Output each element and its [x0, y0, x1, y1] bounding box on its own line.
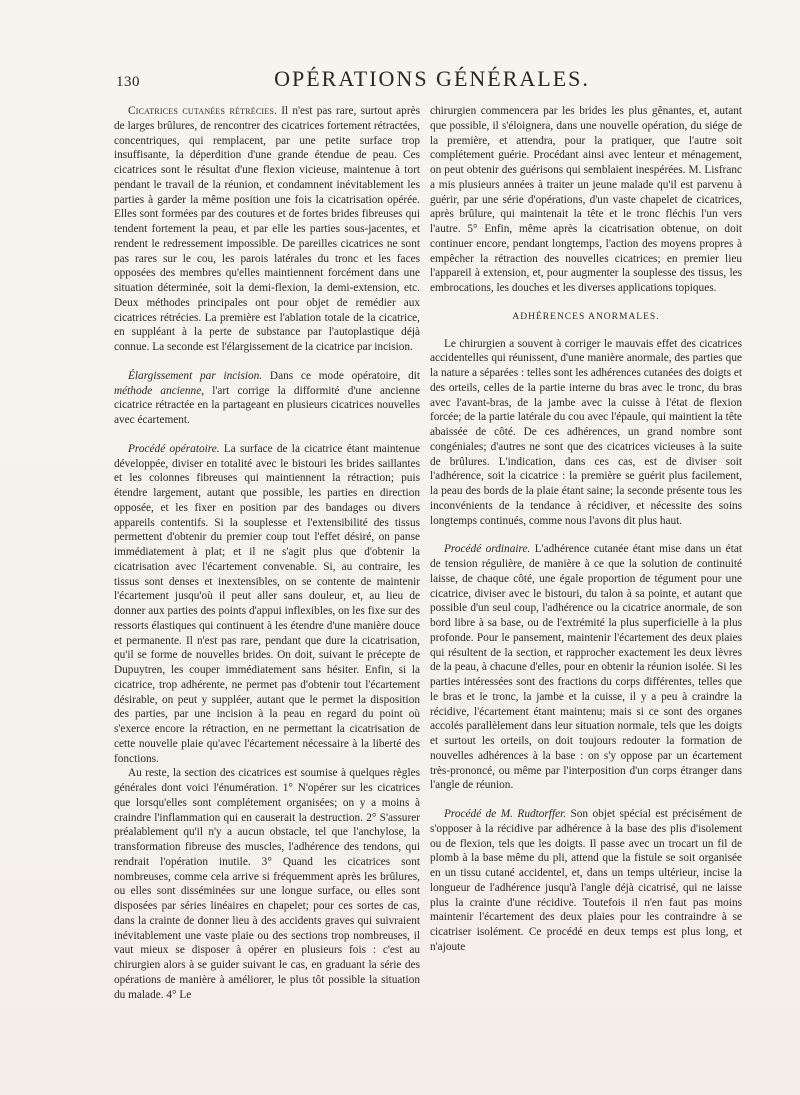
- section-heading: ADHÉRENCES ANORMALES.: [512, 311, 660, 322]
- paragraph-text: Il n'est pas rare, surtout après de larges brûlures, de rencontrer des cicatrices fortement rétractées, concentriques, qui remplacent, par une petite surface trop insuffisante, la déperdition d'une grande étendue de peau. Ces cicatrices sont le résultat d'une flexion vicieuse, maintenue à tort pendant le travail de la réunion, et condamnent inévitablement les parties à garder la même position une fois la cicatrisation opérée. Elles sont formées par des coutures et de fortes brides fibreuses qui tendent fortement la peau, et par elle les parties sous-jacentes, et rendent le redressement impossible. De pareilles cicatrices ne sont pas rares sur le cou, les parois latérales du tronc et les faces opposées des membres qu'elles maintiennent forcément dans une situation déterminée, soit la demi-flexion, la demi-extension, etc. Deux méthodes principales ont pour objet de remédier aux cicatrices rétrécies. La première est l'ablation totale de la cicatrice, en suppléant à la perte de substance par l'autoplastique déjà connue. La seconde est l'élargissement de la cicatrice par incision.: [114, 105, 420, 353]
- paragraph-regles-generales: Au reste, la section des cicatrices est soumise à quelques règles générales dont voici l'énumération. 1° N'opérer sur les cicatrices que lorsqu'elles sont complétement organisées; on y a moins à craindre l'inflammation qui en causerait la destruction. 2° S'assurer préalablement qu'il n'y a aucun obstacle, tel que l'anchylose, la transformation fibreuse des muscles, l'adhérence des tendons, qui rendrait l'opération inutile. 3° Quand les cicatrices sont nombreuses, comme cela arrive si fréquemment après les brûlures, ou elles sont disséminées sur une longue surface, ou elles sont disposées par séries linéaires en chapelet; pour ces sortes de cas, dans la crainte de donner lieu à des accidents graves qui suivraient inévitablement une vaste plaie ou des sections trop nombreuses, il vaut mieux se disposer à opérer en plusieurs fois : c'est au chirurgien alors à se guider suivant le cas, en graduant la série des opérations de manière à améliorer, le plus tôt possible la situation du malade. 4° Le: [114, 767, 420, 1001]
- paragraph-cicatrices: [114, 104, 420, 355]
- paragraph-lead: Cicatrices cutanées rétrécies.: [128, 105, 278, 117]
- paragraph-text: Son objet spécial est précisément de s'opposer à la récidive par adhérence à la base des plis d'isolement ou de flexion, tels que les doigts. Il passe avec un trocart un fil de plomb à la base même du pli, attend que la fistule se soit organisée en un tissu cutané accidentel, et, dans un temps ultérieur, incise la longueur de l'adhérence jusqu'à l'angle déjà cicatrisé, qui ne laisse plus la crainte d'une récidive. Toutefois il n'en faut pas moins maintenir l'écartement des deux plaies pour les contraindre à se cicatriser isolément. Ce procédé en deux temps est plus long, et n'ajoute: [430, 808, 742, 953]
- paragraph-text: Dans ce mode opératoire, dit: [262, 369, 420, 382]
- paragraph-lead: Procédé de M. Rudtorffer.: [444, 808, 567, 820]
- right-column: [430, 104, 742, 955]
- paragraph-text: L'adhérence cutanée étant mise dans un état de tension régulière, de manière à ce que la solution de continuité laisse, de chaque côté, une égale proportion de tégument pour une cicatrice, diviser avec le bistouri, du talon à sa pointe, et autant que possible d'un seul coup, l'adhérence ou la cicatrice anormale, de son bord libre à sa base, ou de l'extrémité la plus superficielle à la plus profonde. Pour le pansement, maintenir l'écartement des deux plaies qui résultent de la section, et rapprocher exactement les deux lèvres de la peau, à chacune d'elles, pour en obtenir la réunion isolée. Si les parties intéressées sont des fractions du corps différentes, telles que le bras et le tronc, la jambe et la cuisse, il y a peu à craindre la récidive, l'écartement étant maintenu; mais si ce sont des organes accolés parallèlement dans leur situation normale, tels que les doigts et surtout les orteils, on doit toujours redouter la formation de nouvelles adhérences à la base : on s'y oppose par un écartement très-prononcé, ou même par l'interposition d'un corps étranger dans l'angle de réunion.: [430, 543, 742, 792]
- left-column: [114, 104, 420, 1002]
- paragraph-text: , l'art corrige la difformité d'une ancienne cicatrice rétractée en la partageant en plusieurs cicatrices nouvelles avec écartement.: [114, 384, 420, 426]
- page-number: 130: [116, 74, 140, 90]
- paragraph-procede-rudtorffer: [430, 807, 742, 955]
- paragraph-text: La surface de la cicatrice étant maintenue développée, diviser en totalité avec le bistouri les brides saillantes et les colonnes fibreuses qui maintiennent la rétraction; puis étendre largement, autant que possible, les parties en direction opposée, et les fixer en position par des bandages ou divers appareils contentifs. Si la souplesse et l'extensibilité des tissus permettent d'obtenir du premier coup tout l'effet désiré, on panse immédiatement à plat; et il ne s'agit plus que d'obtenir la cicatrisation avec l'écartement convenable. Si, au contraire, les tissus sont denses et inextensibles, on se contente de maintenir l'écartement jusqu'où il peut aller sans douleur, et, au lieu de donner aux parties des points d'appui inflexibles, on les fixe sur des ressorts élastiques qui continuent à les étendre d'une manière douce et permanente. Il n'est pas rare, pendant que dure la cicatrisation, qu'il se forme de nouvelles brides. On doit, suivant le précepte de Dupuytren, les couper immédiatement sans hésiter. Enfin, si la cicatrice, trop adhérente, ne permet pas d'obtenir tout l'écartement désirable, on peut y suppléer, autant que le permet la disposition des parties, par une incision à la peau en regard du point où s'exerce encore la rétraction, en ne permettant la cicatrisation de cette nouvelle plaie qu'avec l'écartement nécessaire à la liberté des fonctions.: [114, 442, 420, 765]
- paragraph-lead: Procédé opératoire.: [128, 442, 220, 455]
- paragraph-lead: Procédé ordinaire.: [444, 543, 531, 556]
- paragraph-procede-ordinaire: [430, 542, 742, 793]
- italic-term: méthode ancienne: [114, 384, 202, 397]
- paragraph-lead: Élargissement par incision.: [128, 369, 263, 382]
- paragraph-adherences: Le chirurgien a souvent à corriger le mauvais effet des cicatrices accidentelles qui réunissent, d'une manière anormale, des parties que la nature a séparées : telles sont les adhérences cutanées des doigts et des orteils, celles de la partie interne du bras avec le tronc, du bras avec l'avant-bras, de la jambe avec la cuisse à l'état de flexion forcée; de la partie latérale du cou avec l'épaule, qui maintient la tête abaissée de côté. De ces adhérences, un grand nombre sont congéniales; d'autres ne sont que des cicatrices vicieuses à la suite de brûlures. L'indication, dans ces cas, est de diviser soit l'adhérence, soit la cicatrice : la première se guérit plus facilement, la peau des bords de la plaie étant saine; la seconde présente tous les inconvénients de la tendance à récidiver, et nécessite des soins longtemps continués, comme nous l'avons dit plus haut.: [430, 337, 742, 527]
- paragraph-elargissement: [114, 369, 420, 428]
- paragraph-procede-operatoire: [114, 442, 420, 767]
- page-header: [110, 66, 744, 96]
- running-head: OPÉRATIONS GÉNÉRALES.: [274, 66, 590, 91]
- paragraph-continuation: chirurgien commencera par les brides les plus gênantes, et, autant que possible, il s'éloignera, dans une nouvelle opération, du siége de la première, et attendra, pour la pratiquer, que l'autre soit complétement guérie. Procédant ainsi avec lenteur et ménagement, on peut obtenir des guérisons qui semblaient inespérées. M. Lisfranc a mis plusieurs années à traiter un jeune malade qu'il est parvenu à guérir, par une série d'opérations, d'un vaste chapelet de cicatrices, après brûlure, qui maintenait la tête et le tronc fléchis l'un vers l'autre. 5° Enfin, même après la cicatrisation obtenue, on doit continuer encore, pendant longtemps, l'action des moyens propres à empêcher la rétraction des nouvelles cicatrices; en premier lieu l'appareil à extension, et, pour augmenter la souplesse des tissus, les embrocations, les douches et les diverses applications topiques.: [430, 105, 742, 294]
